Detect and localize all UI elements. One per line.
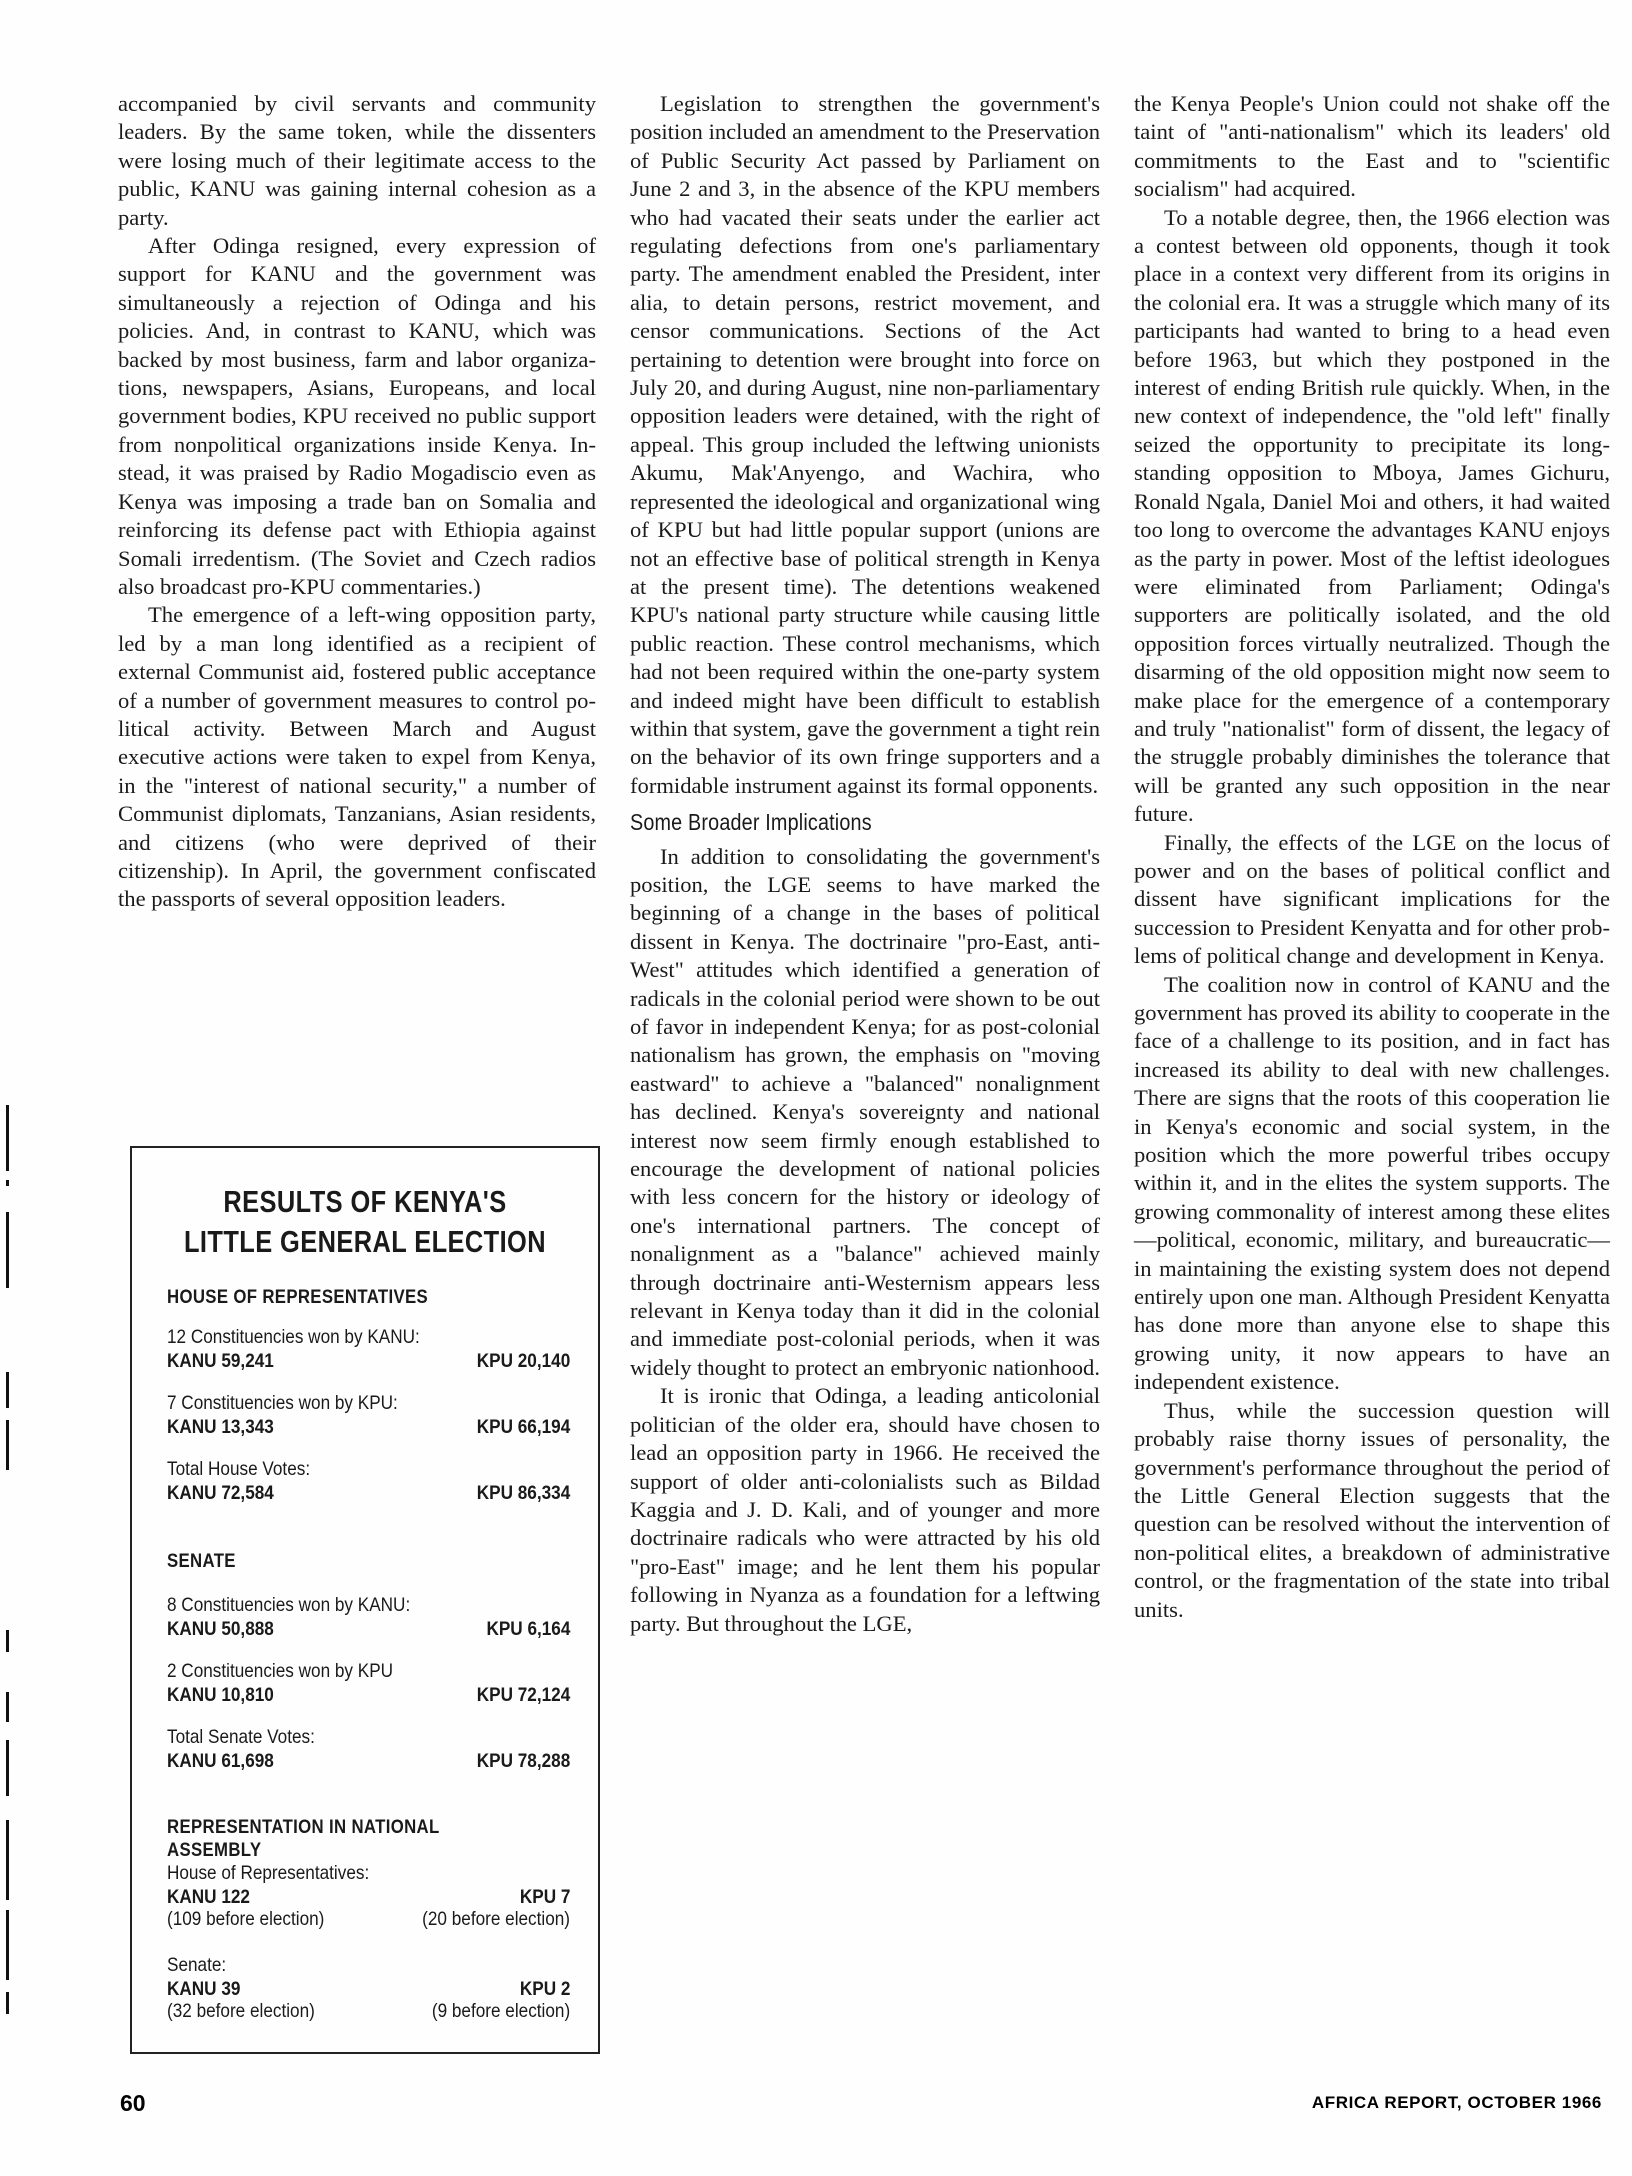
row-label: Senate: [167,1954,227,1976]
senate-heading: SENATE [167,1550,236,1572]
text-column-2 [630,90,1100,1638]
kpu-value: KPU 86,334 [476,1482,570,1504]
kpu-value: KPU 2 [519,1978,570,2000]
margin-mark [6,1820,9,1900]
paragraph: Legislation to strengthen the government's position included an amendment to the Preservation of Public Security Act passed by Parliament on June 2 and 3, in the absence of the KPU members who had vacated their seats under the earlier act regulating defections from one's parliamentary party. The amendment enabled the President, inter alia, to detain persons, restrict movement, and censor communications. Sections of the Act pertaining to detention were brought into force on July 20, and during August, nine non-parliamentary opposition leaders were detained, with the right of appeal. This group included the leftwing unionists Akumu, Mak'Anyengo, and Wachira, who represented the ideological and organizational wing of KPU but had little popular support (unions are not an effective base of political strength in Kenya at the present time). The detentions weakened KPU's national party structure while causing little public reaction. These control mechanisms, which had not been required within the one-party system and indeed might have been difficult to establish within that system, gave the government a tight rein on the behavior of its own fringe supporters and a formidable instrument against its formal opponents. [630,91,1100,798]
page-number: 60 [120,2090,146,2116]
margin-mark [6,1180,9,1186]
kanu-value: KANU 59,241 [167,1350,274,1372]
margin-mark [6,1630,9,1652]
margin-mark [6,1692,9,1722]
margin-mark [6,1420,9,1470]
margin-mark [6,1910,9,1980]
assembly-heading: REPRESENTATION IN NATIONAL ASSEMBLY [167,1816,440,1861]
box-title-line: LITTLE GENERAL ELECTION [183,1224,547,1259]
kanu-value: KANU 122 [167,1886,250,1908]
kpu-value: KPU 6,164 [486,1618,570,1640]
margin-mark [6,1740,9,1796]
kpu-value: KPU 78,288 [476,1750,570,1772]
kanu-value: KANU 61,698 [167,1750,274,1772]
kpu-value: KPU 20,140 [476,1350,570,1372]
kanu-value: KANU 13,343 [167,1416,274,1438]
paragraph: accompanied by civil servants and community leaders. By the same token, while the dissenters were losing much of their legitimate access to the public, KANU was gaining internal cohesion as a party. [118,91,596,230]
house-heading: HOUSE OF REPRESENTATIVES [167,1286,429,1308]
margin-mark [6,1992,9,2014]
kpu-value: KPU 72,124 [476,1684,570,1706]
kanu-note: (109 before election) [167,1908,325,1930]
paragraph: Thus, while the succession question will probably raise thorny issues of personality, the government's performance throughout the period of the Little General Election suggests that the question can be resolved without the intervention of non-political elites, a breakdown of administrative control, or the fragmentation of the state into tribal units. [1134,1397,1610,1622]
box-title-line: RESULTS OF KENYA'S [223,1184,507,1219]
row-label: Total Senate Votes: [167,1726,315,1748]
kpu-value: KPU 7 [519,1886,570,1908]
row-label: House of Representatives: [167,1862,370,1884]
text-column-3 [1134,90,1610,1624]
margin-mark [6,1372,9,1408]
kanu-value: KANU 72,584 [167,1482,274,1504]
running-footer: AFRICA REPORT, OCTOBER 1966 [1311,2093,1602,2112]
row-label: 8 Constituencies won by KANU: [167,1594,411,1616]
box-title [174,1182,556,1262]
row-label: 2 Constituencies won by KPU [167,1660,394,1682]
kanu-note: (32 before election) [167,2000,315,2022]
paragraph: After Odinga resigned, every expression of support for KANU and the government was simultaneously a rejection of Odinga and his policies. And, in contrast to KANU, which was backed by most business, farm and labor organizations, newspapers, Asians, Europeans, and local government bodies, KPU received no public support from nonpolitical organizations inside Kenya. Instead, it was praised by Radio Mogadiscio even as Kenya was imposing a trade ban on Somalia and reinforcing its defense pact with Ethiopia against Somali irredentism. (The Soviet and Czech radios also broadcast pro-KPU commentaries.) [118,233,596,599]
paragraph: To a notable degree, then, the 1966 election was a contest between old opponents, though it took place in a context very different from its origins in the colonial era. It was a struggle which many of its participants had wanted to bring to a head even before 1963, but which they postponed in the interest of ending British rule quickly. When, in the new context of independence, the "old left" finally seized the opportunity to precipitate its long-standing opposition to Mboya, James Gichuru, Ronald Ngala, Daniel Moi and others, it had waited too long to overcome the advantages KANU enjoys as the party in power. Most of the leftist ideologues were eliminated from Parliament; Odinga's supporters are politically isolated, and the old opposition forces virtually neutralized. Though the disarming of the old opposition might now seem to make place for the emergence of a contemporary and truly "nationalist" form of dissent, the legacy of the struggle probably diminishes the tolerance that will be granted any such opposition in the near future. [1134,204,1610,827]
kpu-value: KPU 66,194 [476,1416,570,1438]
row-label: 12 Constituencies won by KANU: [167,1326,420,1348]
election-results-box [130,1146,600,2054]
kanu-value: KANU 10,810 [167,1684,274,1706]
paragraph: the Kenya People's Union could not shake off the taint of "anti-nationalism" which its leaders' old commitments to the East and to "scientific socialism" had acquired. [1134,91,1610,202]
paragraph: It is ironic that Odinga, a leading anticolonial politician of the older era, should have chosen to lead an opposition party in 1966. He received the support of older anti-colonialists such as Bildad Kaggia and J. D. Kali, and of younger and more doctrinaire radicals who were attracted by his old "pro-East" image; and he lent them his popular following in Nyanza as a foundation for a leftwing party. But throughout the LGE, [630,1383,1100,1636]
paragraph: The emergence of a left-wing opposition party, led by a man long identified as a recipient of external Communist aid, fostered public acceptance of a number of government measures to control political activity. Between March and August executive actions were taken to expel from Kenya, in the "interest of national security," a number of Communist diplomats, Tanzanians, Asian residents, and citizens (who were deprived of their citizenship). In April, the government confiscated the passports of several opposition leaders. [118,602,596,912]
section-heading: Some Broader Implications [630,809,872,836]
margin-mark [6,1212,9,1288]
row-label: Total House Votes: [167,1458,311,1480]
kpu-note: (20 before election) [422,1908,570,1930]
paragraph: In addition to consolidating the government's position, the LGE seems to have marked the beginning of a change in the bases of political dissent in Kenya. The doctrinaire "pro-East, anti-West" attitudes which identified a generation of radicals in the colonial period were shown to be out of favor in independent Kenya; for as post-colonial nationalism has grown, the emphasis on "moving eastward" to achieve a "balanced" nonalignment has declined. Kenya's sovereignty and national interest now seem firmly enough established to encourage the development of national policies with less concern for the history or ideology of one's international partners. The concept of nonalignment as a "balance" achieved mainly through doctrinaire anti-Westernism appears less relevant in Kenya today than it did in the colonial and immediate post-colonial periods, when it was widely thought to protect an embryonic nationhood. [630,843,1100,1380]
margin-mark [6,1105,9,1171]
kanu-value: KANU 39 [167,1978,241,2000]
paragraph: Finally, the effects of the LGE on the locus of power and on the bases of political conflict and dissent have significant implications for the succession to President Kenyatta and for other problems of political change and development in Kenya. [1134,829,1610,969]
kpu-note: (9 before election) [431,2000,570,2022]
kanu-value: KANU 50,888 [167,1618,274,1640]
row-label: 7 Constituencies won by KPU: [167,1392,398,1414]
paragraph: The coalition now in control of KANU and the government has proved its ability to cooperate in the face of a challenge to its position, and in fact has increased its ability to deal with new challenges. There are signs that the roots of this cooperation lie in Kenya's economic and social system, in the position which the more powerful tribes occupy within it, and in the elites the system supports. The growing commonality of interest among these elites—political, economic, military, and bureaucratic—in maintaining the existing system does not depend entirely upon one man. Although President Kenyatta has done more than anyone else to shape this growing unity, it now appears to have an independent existence. [1134,971,1610,1395]
text-column-1 [118,90,596,914]
